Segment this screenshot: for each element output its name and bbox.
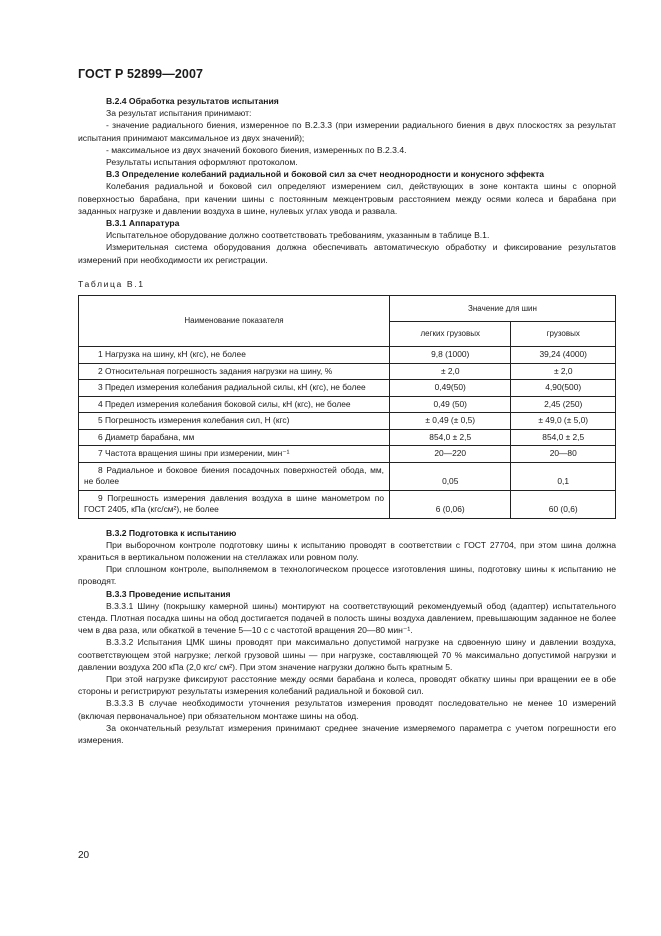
cell-light: 6 (0,06) (390, 490, 511, 518)
table-row (79, 446, 616, 463)
paragraph: - значение радиального биения, измеренное по В.2.3.3 (при измерении радиального биения в двух плоскостях за результат испытания принимают максимальное из двух значений); (78, 120, 616, 143)
paragraph: При выборочном контроле подготовку шины к испытанию проводят в соответствии с ГОСТ 27704, при этом шина должна храниться в вертикальном положении на стеллажах или ровном полу. (78, 539, 616, 562)
paragraph: За результат испытания принимают: (106, 108, 252, 119)
cell-truck: 4,90(500) (511, 380, 616, 397)
col-header-light: легких грузовых (390, 321, 511, 347)
table-row (79, 396, 616, 413)
paragraph: Измерительная система оборудования должна обеспечивать автоматическую обработку и фиксирование результатов измерений при необходимости их регистрации. (78, 242, 616, 265)
cell-truck: 2,45 (250) (511, 396, 616, 413)
cell-light: ± 2,0 (390, 363, 511, 380)
col-header-value: Значение для шин (390, 296, 616, 322)
paragraph: - максимальное из двух значений бокового биения, измеренных по В.2.3.4. (106, 144, 407, 155)
table-row (79, 380, 616, 397)
cell-name: 3 Предел измерения колебания радиальной силы, кН (кгс), не более (79, 380, 390, 397)
paragraph: Колебания радиальной и боковой сил определяют измерением сил, действующих в зоне контакта шины с опорной поверхностью барабана, при качении шины с постоянным межцентровым расстоянием между осями колеса и барабана при заданных нагрузке и давлении воздуха в шине, нулевых углах увода и развала. (78, 181, 616, 216)
cell-name: 7 Частота вращения шины при измерении, мин⁻¹ (79, 446, 390, 463)
cell-name: 8 Радиальное и боковое биения посадочных поверхностей обода, мм, не более (79, 462, 390, 490)
cell-truck: 0,1 (511, 462, 616, 490)
cell-light: 20—220 (390, 446, 511, 463)
table-row (79, 490, 616, 518)
cell-truck: 20—80 (511, 446, 616, 463)
page-number: 20 (78, 850, 90, 861)
cell-name: 9 Погрешность измерения давления воздуха в шине манометром по ГОСТ 2405, кПа (кгс/см²), не более (79, 490, 390, 518)
table-b1 (78, 295, 616, 519)
cell-name: 6 Диаметр барабана, мм (79, 429, 390, 446)
paragraph: За окончательный результат измерения принимают среднее значение измеряемого параметра с учетом погрешности его измерения. (78, 722, 616, 745)
cell-light: 0,49(50) (390, 380, 511, 397)
paragraph: Результаты испытания оформляют протоколом. (106, 157, 298, 168)
table-body (79, 347, 616, 519)
table-row (79, 363, 616, 380)
table-row (79, 347, 616, 364)
cell-truck: 60 (0,6) (511, 490, 616, 518)
paragraph: При этой нагрузке фиксируют расстояние между осями барабана и колеса, проводят обкатку шины при вращении ее в обе стороны и регистрируют результаты измерения колебаний радиальной и боковой сил. (78, 673, 616, 697)
cell-name: 4 Предел измерения колебания боковой силы, кН (кгс), не более (79, 396, 390, 413)
section-b24-title: В.2.4 Обработка результатов испытания (106, 96, 279, 106)
cell-light: 0,49 (50) (390, 396, 511, 413)
cell-truck: 39,24 (4000) (511, 347, 616, 364)
col-header-truck: грузовых (511, 321, 616, 347)
paragraph: В.3.3.3 В случае необходимости уточнения результатов измерения проводят последовательно не менее 10 измерений (включая первоначальное) при обязательном монтаже шины на обод. (78, 698, 616, 721)
section-b31-title: В.3.1 Аппаратура (106, 218, 180, 229)
document-id: ГОСТ Р 52899—2007 (78, 67, 204, 81)
paragraph: В.3.3.1 Шину (покрышку камерной шины) монтируют на соответствующий рекомендуемый обод (адаптер) испытательного стенда. Плотная посадка шины на обод достигается подачей в полость шины воздуха давлением, превышающим заданное не более чем в два раза, или обкаткой в течение 5—10 с с частотой вращения 20—80 мин⁻¹. (78, 600, 616, 636)
cell-light: 9,8 (1000) (390, 347, 511, 364)
cell-light: 0,05 (390, 462, 511, 490)
cell-name: 2 Относительная погрешность задания нагрузки на шину, % (79, 363, 390, 380)
paragraph: Испытательное оборудование должно соответствовать требованиям, указанным в таблице В.1. (106, 230, 490, 241)
table-row (79, 429, 616, 446)
paragraph: При сплошном контроле, выполняемом в технологическом процессе изготовления шины, подготовку шины к испытанию не проводят. (78, 564, 616, 587)
section-b3-title: В.3 Определение колебаний радиальной и боковой сил за счет неоднородности и конусного эффекта (106, 169, 545, 180)
table-caption: Таблица В.1 (78, 278, 145, 289)
cell-truck: ± 2,0 (511, 363, 616, 380)
cell-light: ± 0,49 (± 0,5) (390, 413, 511, 430)
table-row (79, 413, 616, 430)
cell-name: 1 Нагрузка на шину, кН (кгс), не более (79, 347, 390, 364)
col-header-name: Наименование показателя (79, 296, 390, 347)
page-body (78, 95, 616, 746)
paragraph: В.3.3.2 Испытания ЦМК шины проводят при максимально допустимой нагрузке на сдвоенную шину и давлении воздуха, соответствующем этой нагрузке; легкой грузовой шины — при нагрузке, составляющей 70 % максимально допустимой нагрузки и давлении воздуха 200 кПа (2,0 кгс/ см²). При этом значение нагрузки должно быть кратным 5. (78, 637, 616, 672)
cell-truck: 854,0 ± 2,5 (511, 429, 616, 446)
cell-name: 5 Погрешность измерения колебания сил, Н (кгс) (79, 413, 390, 430)
table-row (79, 462, 616, 490)
section-b32-title: В.3.2 Подготовка к испытанию (106, 527, 237, 538)
section-b33-title: В.3.3 Проведение испытания (106, 588, 231, 599)
cell-truck: ± 49,0 (± 5,0) (511, 413, 616, 430)
cell-light: 854,0 ± 2,5 (390, 429, 511, 446)
